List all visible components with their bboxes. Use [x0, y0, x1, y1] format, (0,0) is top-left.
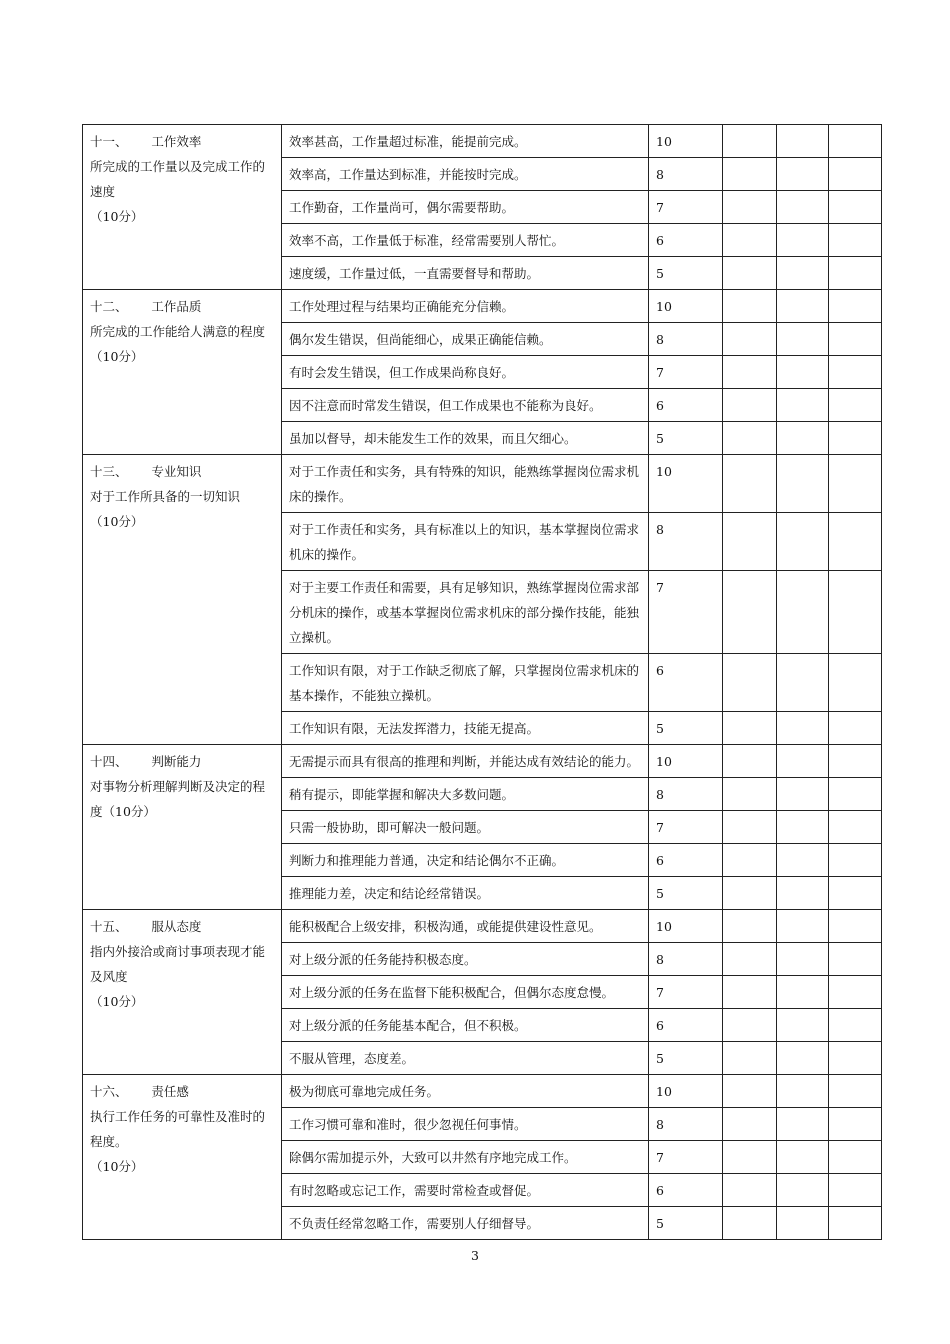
score-entry-cell[interactable] — [777, 571, 829, 654]
level-score: 10 — [649, 910, 723, 943]
score-entry-cell[interactable] — [777, 1207, 829, 1240]
level-description: 偶尔发生错误，但尚能细心，成果正确能信赖。 — [282, 323, 649, 356]
level-description: 对上级分派的任务在监督下能积极配合，但偶尔态度怠慢。 — [282, 976, 649, 1009]
score-entry-cell[interactable] — [829, 877, 882, 910]
score-entry-cell[interactable] — [777, 257, 829, 290]
score-entry-cell[interactable] — [723, 571, 777, 654]
level-score: 5 — [649, 422, 723, 455]
score-entry-cell[interactable] — [723, 422, 777, 455]
level-score: 6 — [649, 654, 723, 712]
level-description: 效率甚高，工作量超过标准，能提前完成。 — [282, 125, 649, 158]
score-entry-cell[interactable] — [829, 389, 882, 422]
category-cell — [83, 1075, 282, 1240]
score-entry-cell[interactable] — [723, 943, 777, 976]
level-description: 对上级分派的任务能持积极态度。 — [282, 943, 649, 976]
score-entry-cell[interactable] — [829, 158, 882, 191]
score-entry-cell[interactable] — [723, 290, 777, 323]
score-entry-cell[interactable] — [777, 1108, 829, 1141]
level-description: 工作知识有限，对于工作缺乏彻底了解，只掌握岗位需求机床的基本操作，不能独立操机。 — [282, 654, 649, 712]
score-entry-cell[interactable] — [723, 455, 777, 513]
level-score: 7 — [649, 976, 723, 1009]
level-score: 8 — [649, 1108, 723, 1141]
table-row — [83, 745, 882, 778]
level-description: 不服从管理，态度差。 — [282, 1042, 649, 1075]
score-entry-cell[interactable] — [777, 877, 829, 910]
level-description: 工作勤奋，工作量尚可，偶尔需要帮助。 — [282, 191, 649, 224]
page-number: 3 — [471, 1248, 479, 1263]
score-entry-cell[interactable] — [777, 323, 829, 356]
score-entry-cell[interactable] — [777, 224, 829, 257]
table-row — [83, 125, 882, 158]
score-entry-cell[interactable] — [777, 910, 829, 943]
score-entry-cell[interactable] — [723, 125, 777, 158]
score-entry-cell[interactable] — [777, 976, 829, 1009]
score-entry-cell[interactable] — [723, 745, 777, 778]
level-score: 8 — [649, 943, 723, 976]
score-entry-cell[interactable] — [777, 778, 829, 811]
table-row — [83, 455, 882, 513]
score-entry-cell[interactable] — [829, 910, 882, 943]
score-entry-cell[interactable] — [777, 356, 829, 389]
level-description: 对于工作责任和实务，具有特殊的知识，能熟练掌握岗位需求机床的操作。 — [282, 455, 649, 513]
score-entry-cell[interactable] — [777, 389, 829, 422]
score-entry-cell[interactable] — [777, 844, 829, 877]
score-entry-cell[interactable] — [777, 1141, 829, 1174]
level-description: 有时会发生错误，但工作成果尚称良好。 — [282, 356, 649, 389]
score-entry-cell[interactable] — [829, 1042, 882, 1075]
score-entry-cell[interactable] — [723, 976, 777, 1009]
level-description: 效率不高，工作量低于标准，经常需要别人帮忙。 — [282, 224, 649, 257]
level-score: 7 — [649, 811, 723, 844]
score-entry-cell[interactable] — [777, 811, 829, 844]
category-description: 所完成的工作能给人满意的程度（10分） — [90, 324, 266, 364]
score-entry-cell[interactable] — [829, 455, 882, 513]
level-score: 6 — [649, 1009, 723, 1042]
level-description: 效率高，工作量达到标准，并能按时完成。 — [282, 158, 649, 191]
level-score: 6 — [649, 389, 723, 422]
level-score: 10 — [649, 1075, 723, 1108]
score-entry-cell[interactable] — [777, 158, 829, 191]
level-score: 5 — [649, 877, 723, 910]
level-score: 7 — [649, 356, 723, 389]
score-entry-cell[interactable] — [723, 513, 777, 571]
score-entry-cell[interactable] — [723, 1108, 777, 1141]
score-entry-cell[interactable] — [723, 356, 777, 389]
score-entry-cell[interactable] — [777, 745, 829, 778]
score-entry-cell[interactable] — [777, 1174, 829, 1207]
score-entry-cell[interactable] — [777, 422, 829, 455]
score-entry-cell[interactable] — [829, 323, 882, 356]
level-score: 10 — [649, 290, 723, 323]
score-entry-cell[interactable] — [829, 654, 882, 712]
score-entry-cell[interactable] — [723, 1009, 777, 1042]
score-entry-cell[interactable] — [723, 1207, 777, 1240]
score-entry-cell[interactable] — [777, 1042, 829, 1075]
score-entry-cell[interactable] — [829, 1108, 882, 1141]
level-score: 6 — [649, 844, 723, 877]
score-entry-cell[interactable] — [829, 571, 882, 654]
score-entry-cell[interactable] — [723, 910, 777, 943]
category-points: （10分） — [90, 209, 144, 224]
score-entry-cell[interactable] — [723, 1174, 777, 1207]
category-title: 十二、 工作品质 — [90, 299, 202, 314]
level-score: 8 — [649, 513, 723, 571]
score-entry-cell[interactable] — [777, 191, 829, 224]
category-title: 十六、 责任感 — [90, 1084, 189, 1099]
score-entry-cell[interactable] — [829, 422, 882, 455]
score-entry-cell[interactable] — [777, 290, 829, 323]
score-entry-cell[interactable] — [723, 323, 777, 356]
evaluation-table — [82, 124, 882, 1240]
score-entry-cell[interactable] — [829, 712, 882, 745]
score-entry-cell[interactable] — [829, 1009, 882, 1042]
score-entry-cell[interactable] — [723, 811, 777, 844]
score-entry-cell[interactable] — [777, 943, 829, 976]
level-score: 7 — [649, 571, 723, 654]
category-cell — [83, 745, 282, 910]
table-row — [83, 290, 882, 323]
level-description: 对上级分派的任务能基本配合，但不积极。 — [282, 1009, 649, 1042]
score-entry-cell[interactable] — [829, 257, 882, 290]
level-score: 8 — [649, 158, 723, 191]
category-description: 所完成的工作量以及完成工作的速度 — [90, 159, 266, 199]
score-entry-cell[interactable] — [829, 811, 882, 844]
score-entry-cell[interactable] — [777, 513, 829, 571]
level-description: 极为彻底可靠地完成任务。 — [282, 1075, 649, 1108]
score-entry-cell[interactable] — [829, 844, 882, 877]
level-description: 推理能力差，决定和结论经常错误。 — [282, 877, 649, 910]
level-description: 只需一般协助，即可解决一般问题。 — [282, 811, 649, 844]
table-row — [83, 1075, 882, 1108]
level-description: 因不注意而时常发生错误，但工作成果也不能称为良好。 — [282, 389, 649, 422]
level-description: 有时忽略或忘记工作，需要时常检查或督促。 — [282, 1174, 649, 1207]
category-cell — [83, 910, 282, 1075]
score-entry-cell[interactable] — [777, 1075, 829, 1108]
table-row — [83, 910, 882, 943]
score-entry-cell[interactable] — [723, 1042, 777, 1075]
level-description: 工作习惯可靠和准时，很少忽视任何事情。 — [282, 1108, 649, 1141]
score-entry-cell[interactable] — [829, 513, 882, 571]
score-entry-cell[interactable] — [723, 1141, 777, 1174]
score-entry-cell[interactable] — [829, 943, 882, 976]
level-description: 能积极配合上级安排，积极沟通，或能提供建设性意见。 — [282, 910, 649, 943]
level-score: 10 — [649, 125, 723, 158]
level-score: 6 — [649, 1174, 723, 1207]
level-score: 8 — [649, 323, 723, 356]
level-description: 对于工作责任和实务，具有标准以上的知识，基本掌握岗位需求机床的操作。 — [282, 513, 649, 571]
level-description: 工作知识有限，无法发挥潜力，技能无提高。 — [282, 712, 649, 745]
score-entry-cell[interactable] — [829, 1075, 882, 1108]
score-entry-cell[interactable] — [829, 224, 882, 257]
score-entry-cell[interactable] — [777, 125, 829, 158]
score-entry-cell[interactable] — [829, 125, 882, 158]
category-title: 十一、 工作效率 — [90, 134, 202, 149]
category-title: 十四、 判断能力 — [90, 754, 202, 769]
level-score: 5 — [649, 1207, 723, 1240]
score-entry-cell[interactable] — [723, 877, 777, 910]
level-description: 判断力和推理能力普通，决定和结论偶尔不正确。 — [282, 844, 649, 877]
score-entry-cell[interactable] — [723, 712, 777, 745]
score-entry-cell[interactable] — [723, 389, 777, 422]
category-cell — [83, 455, 282, 745]
category-cell — [83, 125, 282, 290]
category-description: 执行工作任务的可靠性及准时的程度。 — [90, 1109, 266, 1149]
level-score: 7 — [649, 191, 723, 224]
level-description: 虽加以督导，却未能发生工作的效果，而且欠细心。 — [282, 422, 649, 455]
category-description: 对于工作所具备的一切知识 — [90, 489, 241, 504]
level-score: 5 — [649, 257, 723, 290]
level-description: 不负责任经常忽略工作，需要别人仔细督导。 — [282, 1207, 649, 1240]
score-entry-cell[interactable] — [829, 976, 882, 1009]
score-entry-cell[interactable] — [723, 778, 777, 811]
score-entry-cell[interactable] — [777, 455, 829, 513]
level-description: 无需提示而具有很高的推理和判断，并能达成有效结论的能力。 — [282, 745, 649, 778]
level-score: 6 — [649, 224, 723, 257]
score-entry-cell[interactable] — [829, 778, 882, 811]
category-cell — [83, 290, 282, 455]
score-entry-cell[interactable] — [723, 844, 777, 877]
score-entry-cell[interactable] — [829, 356, 882, 389]
score-entry-cell[interactable] — [829, 1141, 882, 1174]
level-description: 速度缓，工作量过低，一直需要督导和帮助。 — [282, 257, 649, 290]
level-score: 8 — [649, 778, 723, 811]
score-entry-cell[interactable] — [723, 257, 777, 290]
level-score: 7 — [649, 1141, 723, 1174]
score-entry-cell[interactable] — [829, 290, 882, 323]
score-entry-cell[interactable] — [723, 654, 777, 712]
level-description: 工作处理过程与结果均正确能充分信赖。 — [282, 290, 649, 323]
score-entry-cell[interactable] — [829, 1207, 882, 1240]
level-score: 10 — [649, 455, 723, 513]
score-entry-cell[interactable] — [777, 1009, 829, 1042]
category-description: 对事物分析理解判断及决定的程度（10分） — [90, 779, 266, 819]
level-description: 除偶尔需加提示外，大致可以井然有序地完成工作。 — [282, 1141, 649, 1174]
score-entry-cell[interactable] — [829, 191, 882, 224]
score-entry-cell[interactable] — [777, 654, 829, 712]
score-entry-cell[interactable] — [723, 224, 777, 257]
score-entry-cell[interactable] — [723, 1075, 777, 1108]
category-title: 十三、 专业知识 — [90, 464, 202, 479]
category-points: （10分） — [90, 994, 144, 1009]
level-description: 对于主要工作责任和需要，具有足够知识，熟练掌握岗位需求部分机床的操作，或基本掌握岗位需求机床的部分操作技能，能独立操机。 — [282, 571, 649, 654]
category-points: （10分） — [90, 1159, 144, 1174]
level-score: 10 — [649, 745, 723, 778]
category-title: 十五、 服从态度 — [90, 919, 202, 934]
category-points: （10分） — [90, 514, 144, 529]
level-description: 稍有提示，即能掌握和解决大多数问题。 — [282, 778, 649, 811]
score-entry-cell[interactable] — [723, 191, 777, 224]
level-score: 5 — [649, 1042, 723, 1075]
score-entry-cell[interactable] — [777, 712, 829, 745]
score-entry-cell[interactable] — [829, 745, 882, 778]
score-entry-cell[interactable] — [723, 158, 777, 191]
level-score: 5 — [649, 712, 723, 745]
score-entry-cell[interactable] — [829, 1174, 882, 1207]
category-description: 指内外接洽或商讨事项表现才能及风度 — [90, 944, 266, 984]
